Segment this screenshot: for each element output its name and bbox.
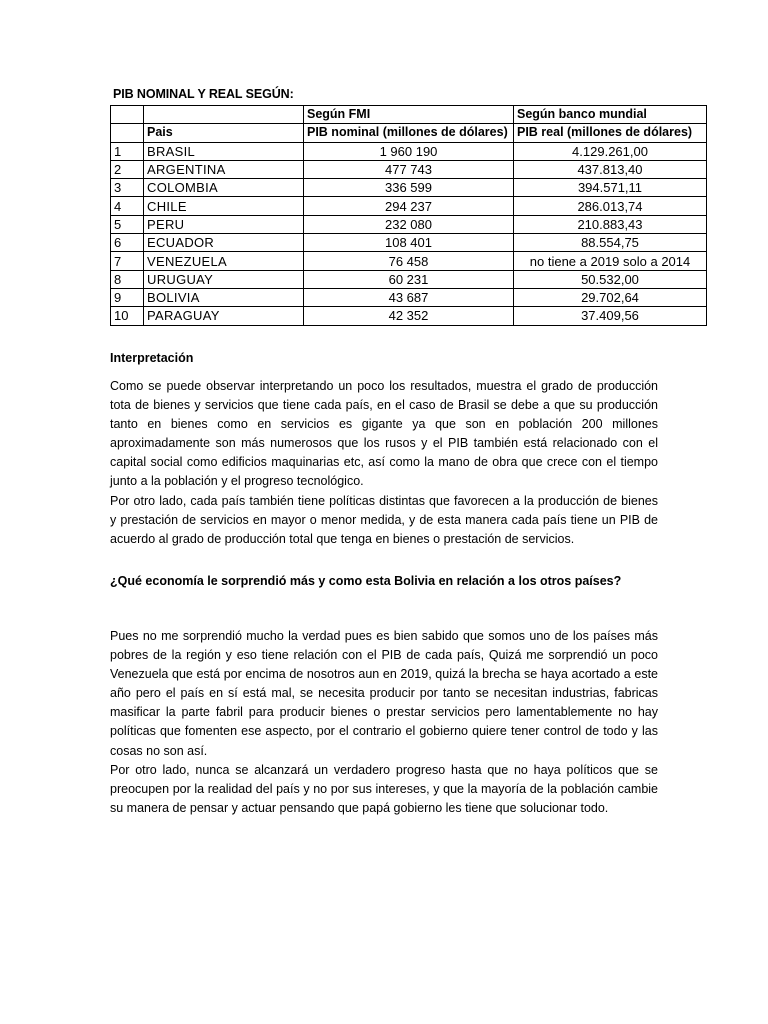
header-empty-cell	[144, 106, 304, 124]
real-gdp-cell: 286.013,74	[514, 197, 707, 215]
table-title: PIB NOMINAL Y REAL SEGÚN:	[113, 87, 294, 101]
country-cell: BOLIVIA	[144, 288, 304, 306]
country-cell: ARGENTINA	[144, 160, 304, 178]
table-row	[111, 179, 707, 197]
gdp-table	[110, 105, 707, 326]
rank-cell: 8	[111, 270, 144, 288]
rank-cell: 9	[111, 288, 144, 306]
country-cell: PARAGUAY	[144, 307, 304, 325]
country-cell: CHILE	[144, 197, 304, 215]
header-real-gdp: PIB real (millones de dólares)	[514, 124, 707, 142]
real-gdp-cell: 4.129.261,00	[514, 142, 707, 160]
nominal-gdp-cell: 60 231	[304, 270, 514, 288]
table-row	[111, 234, 707, 252]
rank-cell: 2	[111, 160, 144, 178]
nominal-gdp-cell: 42 352	[304, 307, 514, 325]
real-gdp-cell: no tiene a 2019 solo a 2014	[514, 252, 707, 270]
header-fmi: Según FMI	[304, 106, 514, 124]
interpretation-heading: Interpretación	[110, 351, 194, 365]
table-row	[111, 197, 707, 215]
country-cell: URUGUAY	[144, 270, 304, 288]
gdp-table-body	[111, 106, 707, 326]
rank-cell: 3	[111, 179, 144, 197]
country-cell: PERU	[144, 215, 304, 233]
nominal-gdp-cell: 336 599	[304, 179, 514, 197]
rank-cell: 6	[111, 234, 144, 252]
header-banco-mundial: Según banco mundial	[514, 106, 707, 124]
country-cell: ECUADOR	[144, 234, 304, 252]
nominal-gdp-cell: 1 960 190	[304, 142, 514, 160]
country-cell: VENEZUELA	[144, 252, 304, 270]
country-cell: COLOMBIA	[144, 179, 304, 197]
nominal-gdp-cell: 108 401	[304, 234, 514, 252]
table-header-row-groups	[111, 106, 707, 124]
real-gdp-cell: 437.813,40	[514, 160, 707, 178]
table-header-row-columns	[111, 124, 707, 142]
rank-cell: 5	[111, 215, 144, 233]
table-row	[111, 160, 707, 178]
answer-paragraph-1: Pues no me sorprendió mucho la verdad pues es bien sabido que somos uno de los países más pobres de la región y eso tiene relación con el PIB de cada país, Quizá me sorprendió un poco Venezuela que está por encima de nosotros aun en 2019, quizá la brecha se haya acortado a este año pero el país en sí está mal, se necesita producir por tanto se necesitan industrias, fabricas masificar la parte fabril para producir bienes o prestar servicios pero lamentablemente no hay políticas que fomenten ese aspecto, por el contrario el gobierno quiere tener control de todo y las cosas no son así.	[110, 629, 658, 758]
real-gdp-cell: 50.532,00	[514, 270, 707, 288]
interpretation-paragraph-2: Por otro lado, cada país también tiene políticas distintas que favorecen a la producción de bienes y prestación de servicios en mayor o menor medida, y de esta manera cada país tiene un PIB de acuerdo al grado de producción total que tenga en bienes o prestación de servicios.	[110, 494, 658, 547]
country-cell: BRASIL	[144, 142, 304, 160]
nominal-gdp-cell: 294 237	[304, 197, 514, 215]
real-gdp-cell: 210.883,43	[514, 215, 707, 233]
real-gdp-cell: 29.702,64	[514, 288, 707, 306]
header-nominal-gdp: PIB nominal (millones de dólares)	[304, 124, 514, 142]
table-row	[111, 288, 707, 306]
nominal-gdp-cell: 43 687	[304, 288, 514, 306]
table-row	[111, 307, 707, 325]
table-row	[111, 215, 707, 233]
real-gdp-cell: 37.409,56	[514, 307, 707, 325]
rank-cell: 7	[111, 252, 144, 270]
interpretation-paragraph-1: Como se puede observar interpretando un poco los resultados, muestra el grado de producción tota de bienes y servicios que tiene cada país, en el caso de Brasil se debe a que su producción tanto en bienes como en servicios es gigante ya que son en población 200 millones aproximadamente son más numerosos que los rusos y el PIB también está relacionado con el capital social como edificios maquinarias etc, así como la mano de obra que crece con el tiempo junto a la población y el progreso tecnológico.	[110, 379, 658, 489]
question-heading: ¿Qué economía le sorprendió más y como esta Bolivia en relación a los otros países?	[110, 574, 622, 588]
rank-cell: 4	[111, 197, 144, 215]
real-gdp-cell: 88.554,75	[514, 234, 707, 252]
real-gdp-cell: 394.571,11	[514, 179, 707, 197]
rank-cell: 1	[111, 142, 144, 160]
header-country: Pais	[144, 124, 304, 142]
table-row	[111, 252, 707, 270]
header-empty-cell	[111, 106, 144, 124]
answer-paragraph-2: Por otro lado, nunca se alcanzará un verdadero progreso hasta que no haya políticos que se preocupen por la realidad del país y no por sus intereses, y que la mayoría de la población cambie su manera de pensar y actuar pensando que papá gobierno les tiene que solucionar todo.	[110, 763, 658, 816]
rank-cell: 10	[111, 307, 144, 325]
nominal-gdp-cell: 477 743	[304, 160, 514, 178]
header-empty-cell	[111, 124, 144, 142]
nominal-gdp-cell: 232 080	[304, 215, 514, 233]
table-row	[111, 142, 707, 160]
nominal-gdp-cell: 76 458	[304, 252, 514, 270]
table-row	[111, 270, 707, 288]
